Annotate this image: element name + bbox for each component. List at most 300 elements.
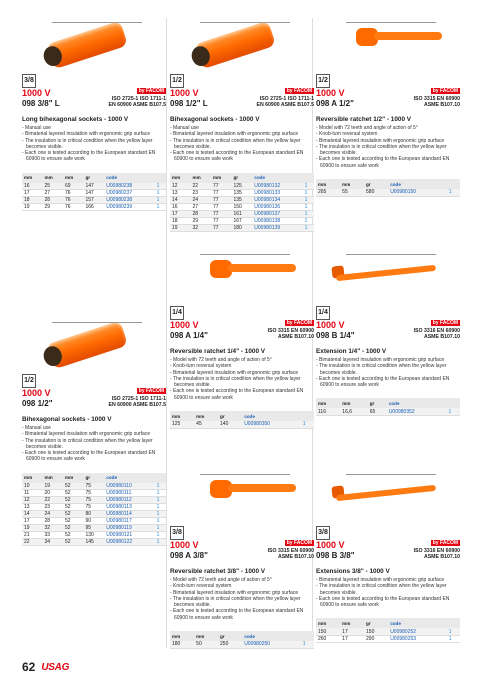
product-title: Reversible ratchet 1/4" - 1000 V bbox=[170, 348, 266, 355]
spec-table bbox=[22, 173, 166, 212]
feature-item: - The insulation is in critical condition when the yellow layer becomes visible. bbox=[170, 595, 301, 609]
product-code: 098 1/2" bbox=[22, 399, 53, 408]
table-row bbox=[170, 218, 314, 225]
iso-standards bbox=[109, 396, 166, 408]
dimension-line bbox=[346, 254, 436, 255]
drive-size-badge: 1/2 bbox=[316, 74, 330, 88]
table-cell: 1 bbox=[447, 628, 460, 635]
table-header-cell: code bbox=[242, 411, 301, 421]
table-cell: U00980117 bbox=[104, 518, 154, 525]
table-header-cell: mm bbox=[63, 473, 84, 483]
table-cell: 147 bbox=[84, 190, 105, 197]
table-cell: 77 bbox=[211, 190, 232, 197]
table-header-cell: mm bbox=[340, 179, 364, 189]
table-cell: 1 bbox=[303, 204, 314, 211]
table-row bbox=[170, 183, 314, 190]
feature-list bbox=[316, 125, 460, 169]
table-header-cell: code bbox=[252, 173, 302, 183]
spec-table bbox=[316, 618, 460, 643]
table-row bbox=[170, 211, 314, 218]
table-header-cell: code bbox=[387, 398, 447, 408]
table-header-cell bbox=[155, 173, 166, 183]
table-cell: 80 bbox=[84, 511, 105, 518]
iso-standards bbox=[414, 96, 460, 108]
iso-line: ISO 2725-1 ISO 1711-1 bbox=[111, 96, 166, 102]
dimension-line bbox=[52, 322, 142, 323]
table-cell: 16 bbox=[170, 204, 191, 211]
table-cell: U00980352 bbox=[387, 408, 447, 415]
table-header-cell: mm bbox=[211, 173, 232, 183]
table-row bbox=[22, 525, 166, 532]
product-code: 098 A 1/2" bbox=[316, 99, 354, 108]
table-cell: 52 bbox=[63, 525, 84, 532]
table-cell: U00980122 bbox=[104, 539, 154, 546]
table-row bbox=[22, 532, 166, 539]
feature-item: - Manual use bbox=[22, 125, 51, 131]
product-code: 098 B 3/8" bbox=[316, 551, 355, 560]
spec-row bbox=[170, 540, 314, 566]
feature-item: - Each one is tested according to the European standard EN 60900 to ensure safe work bbox=[316, 375, 450, 389]
table-cell: 180 bbox=[170, 641, 194, 648]
feature-item: - Bimaterial layered insulation with ergonomic grip surface bbox=[170, 369, 299, 376]
table-cell: 27 bbox=[191, 204, 212, 211]
table-header-cell: code bbox=[388, 618, 447, 628]
table-cell: U00980253 bbox=[388, 635, 447, 642]
facom-brand bbox=[137, 388, 166, 394]
feature-list bbox=[22, 425, 166, 463]
product-image bbox=[22, 18, 166, 88]
table-header-cell: code bbox=[242, 631, 301, 641]
voltage-label: 1000 V bbox=[22, 388, 51, 398]
table-header-cell: gr bbox=[232, 173, 253, 183]
table-row bbox=[22, 504, 166, 511]
ratchet-handle-shape bbox=[228, 484, 296, 492]
table-cell: U00980138 bbox=[252, 218, 302, 225]
table-header-cell: code bbox=[104, 173, 154, 183]
table-cell: U00980139 bbox=[252, 225, 302, 232]
table-cell: 13 bbox=[170, 190, 191, 197]
table-header-cell: mm bbox=[170, 631, 194, 641]
table-cell: 77 bbox=[211, 197, 232, 204]
table-cell: U00980111 bbox=[104, 490, 154, 497]
voltage-label: 1000 V bbox=[316, 320, 345, 330]
iso-line: ISO 2725-1 ISO 1711-1 bbox=[111, 396, 166, 402]
product-title: Bihexagonal sockets - 1000 V bbox=[22, 416, 112, 423]
table-cell: 52 bbox=[63, 490, 84, 497]
facom-brand bbox=[431, 540, 460, 546]
voltage-label: 1000 V bbox=[170, 320, 199, 330]
table-cell: 24 bbox=[191, 197, 212, 204]
table-cell: U00980112 bbox=[104, 497, 154, 504]
table-cell: 90 bbox=[84, 518, 105, 525]
feature-item: - The insulation is in critical condition when the yellow layer becomes visible. bbox=[170, 375, 301, 389]
table-cell: 135 bbox=[232, 197, 253, 204]
brand-text: by FACOM bbox=[432, 320, 458, 326]
table-header-row bbox=[316, 398, 460, 408]
product-image bbox=[22, 318, 166, 388]
table-cell: 1 bbox=[155, 539, 166, 546]
table-cell: 77 bbox=[211, 225, 232, 232]
table-header-cell bbox=[447, 618, 460, 628]
drive-size-badge: 3/8 bbox=[170, 526, 184, 540]
table-header-cell: mm bbox=[43, 473, 64, 483]
iso-line: ASME B107.10 bbox=[423, 102, 460, 108]
table-cell: 580 bbox=[364, 189, 388, 196]
table-cell: U00980114 bbox=[104, 511, 154, 518]
table-cell: 22 bbox=[22, 539, 43, 546]
table-cell: 21 bbox=[22, 532, 43, 539]
dimension-line bbox=[200, 474, 290, 475]
table-cell: 52 bbox=[63, 497, 84, 504]
table-cell: 52 bbox=[63, 518, 84, 525]
table-cell: U00980350 bbox=[242, 421, 301, 428]
table-cell: U00980238 bbox=[104, 183, 154, 190]
table-header-cell: mm bbox=[191, 173, 212, 183]
table-cell: 10 bbox=[22, 483, 43, 490]
product-p2 bbox=[170, 18, 314, 232]
table-cell: 52 bbox=[63, 539, 84, 546]
product-title: Extensions 3/8" - 1000 V bbox=[316, 568, 390, 575]
table-row bbox=[170, 190, 314, 197]
iso-line: ISO 3315 EN 60900 bbox=[413, 96, 460, 102]
iso-standards bbox=[414, 328, 460, 340]
socket-shape bbox=[194, 21, 276, 70]
table-cell: U00980110 bbox=[104, 483, 154, 490]
table-cell: 22 bbox=[191, 183, 212, 190]
table-header-row bbox=[316, 179, 460, 189]
table-cell: 17 bbox=[170, 211, 191, 218]
spec-table bbox=[170, 411, 314, 429]
table-row bbox=[22, 497, 166, 504]
table-cell: 135 bbox=[232, 190, 253, 197]
table-cell: 22 bbox=[43, 497, 64, 504]
spec-row bbox=[316, 540, 460, 566]
brand-logo: USAG bbox=[41, 661, 70, 673]
table-cell: 1 bbox=[155, 483, 166, 490]
socket-face bbox=[189, 44, 212, 69]
table-row bbox=[22, 190, 166, 197]
page-number: 62 bbox=[22, 660, 36, 674]
feature-item: - Knob-turn reversal system bbox=[170, 363, 232, 370]
extension-bar-shape bbox=[336, 485, 436, 501]
iso-line: ASME B107.10 bbox=[277, 334, 314, 340]
table-cell: U00980136 bbox=[252, 204, 302, 211]
table-cell: 130 bbox=[84, 532, 105, 539]
table-cell: 28 bbox=[43, 518, 64, 525]
table-cell: 25 bbox=[43, 183, 64, 190]
socket-face bbox=[41, 344, 64, 369]
table-cell: 52 bbox=[63, 511, 84, 518]
spec-table bbox=[170, 631, 314, 649]
table-cell: 1 bbox=[155, 190, 166, 197]
table-row bbox=[170, 421, 314, 428]
table-header-cell: mm bbox=[316, 398, 340, 408]
feature-item: - The insulation is in critical condition when the yellow layer becomes visible. bbox=[316, 583, 447, 596]
table-header-row bbox=[170, 631, 314, 641]
iso-line: ISO 3316 EN 60900 bbox=[413, 548, 460, 554]
extension-bar-shape bbox=[336, 265, 436, 281]
table-cell: 150 bbox=[364, 628, 388, 635]
facom-brand bbox=[285, 88, 314, 94]
spec-row bbox=[170, 320, 314, 346]
table-header-cell: gr bbox=[218, 631, 242, 641]
table-cell: 13 bbox=[22, 504, 43, 511]
drive-size-badge: 1/4 bbox=[316, 306, 330, 320]
iso-line: ISO 2725-1 ISO 1711-1 bbox=[259, 96, 314, 102]
table-cell: 14 bbox=[22, 511, 43, 518]
facom-brand bbox=[431, 88, 460, 94]
table-cell: 147 bbox=[84, 183, 105, 190]
table-cell: 1 bbox=[155, 525, 166, 532]
feature-list bbox=[170, 357, 314, 401]
table-cell: 95 bbox=[84, 525, 105, 532]
table-cell: 24 bbox=[43, 511, 64, 518]
product-p7 bbox=[170, 470, 314, 649]
feature-item: - Model with 72 teeth and angle of action of 5° bbox=[316, 125, 418, 131]
product-title: Long bihexagonal sockets - 1000 V bbox=[22, 116, 129, 123]
table-cell: 1 bbox=[303, 197, 314, 204]
feature-list bbox=[22, 125, 166, 163]
iso-standards bbox=[268, 328, 314, 340]
table-cell: 12 bbox=[170, 183, 191, 190]
table-cell: 32 bbox=[191, 225, 212, 232]
table-cell: 161 bbox=[232, 211, 253, 218]
iso-line: EN 60900 ASME B107.5 bbox=[256, 102, 314, 108]
table-cell: 77 bbox=[211, 211, 232, 218]
table-cell: 1 bbox=[155, 497, 166, 504]
feature-item: - Each one is tested according to the European standard EN 60900 to ensure safe work bbox=[170, 388, 304, 401]
feature-list bbox=[316, 577, 460, 608]
dimension-line bbox=[200, 22, 290, 23]
iso-standards bbox=[257, 96, 314, 108]
table-cell: 77 bbox=[211, 183, 232, 190]
table-cell: 1 bbox=[447, 189, 460, 196]
table-cell: 18 bbox=[22, 197, 43, 204]
iso-line: ASME B107.10 bbox=[423, 334, 460, 340]
facom-brand bbox=[431, 320, 460, 326]
table-cell: 33 bbox=[43, 532, 64, 539]
product-image bbox=[170, 250, 314, 320]
table-cell: U00980137 bbox=[252, 211, 302, 218]
spec-row bbox=[22, 88, 166, 114]
table-cell: 1 bbox=[303, 225, 314, 232]
table-header-cell bbox=[155, 473, 166, 483]
table-row bbox=[22, 511, 166, 518]
feature-item: - Each one is tested according to the European standard EN 60900 to ensure safe work bbox=[170, 150, 304, 163]
table-cell: 75 bbox=[84, 490, 105, 497]
feature-item: - Bimaterial layered insulation with ergonomic grip surface bbox=[22, 431, 151, 438]
table-header-cell: mm bbox=[194, 631, 218, 641]
table-header-cell: mm bbox=[340, 398, 367, 408]
table-cell: 145 bbox=[84, 539, 105, 546]
product-p6 bbox=[316, 250, 460, 416]
table-header-cell: gr bbox=[84, 473, 105, 483]
iso-line: EN 60900 ASME B107.5 bbox=[108, 402, 166, 408]
table-header-cell bbox=[301, 411, 314, 421]
table-cell: 52 bbox=[63, 483, 84, 490]
table-cell: 20 bbox=[43, 490, 64, 497]
table-row bbox=[316, 408, 460, 415]
page-footer bbox=[22, 660, 69, 674]
table-cell: 1 bbox=[155, 532, 166, 539]
drive-size-badge: 1/4 bbox=[170, 306, 184, 320]
table-cell: 157 bbox=[84, 197, 105, 204]
table-row bbox=[22, 483, 166, 490]
iso-standards bbox=[109, 96, 166, 108]
table-cell: 19 bbox=[22, 204, 43, 211]
feature-item: - Manual use bbox=[170, 125, 199, 131]
table-cell: 76 bbox=[63, 197, 84, 204]
table-cell: 125 bbox=[170, 421, 194, 428]
table-header-row bbox=[170, 411, 314, 421]
table-cell: U00980252 bbox=[388, 628, 447, 635]
table-cell: 140 bbox=[218, 421, 242, 428]
table-cell: 1 bbox=[301, 421, 314, 428]
dimension-line bbox=[346, 22, 436, 23]
spec-table bbox=[22, 473, 166, 547]
feature-item: - Manual use bbox=[22, 425, 51, 431]
dimension-line bbox=[200, 254, 290, 255]
table-cell: 76 bbox=[63, 190, 84, 197]
table-cell: 250 bbox=[218, 641, 242, 648]
table-header-cell: mm bbox=[170, 411, 194, 421]
table-cell: 14 bbox=[170, 197, 191, 204]
dimension-line bbox=[346, 474, 436, 475]
table-cell: 16 bbox=[22, 183, 43, 190]
drive-size-badge: 1/2 bbox=[170, 74, 184, 88]
table-cell: 166 bbox=[84, 204, 105, 211]
table-cell: 1 bbox=[155, 204, 166, 211]
table-header-cell: mm bbox=[170, 173, 191, 183]
brand-text: by FACOM bbox=[432, 540, 458, 546]
socket-face bbox=[41, 44, 64, 69]
feature-item: - Bimaterial layered insulation with ergonomic grip surface bbox=[316, 577, 445, 583]
brand-text: by FACOM bbox=[432, 88, 458, 94]
product-p8 bbox=[316, 470, 460, 643]
table-row bbox=[22, 197, 166, 204]
feature-item: - Each one is tested according to the European standard EN 60900 to ensure safe work bbox=[316, 595, 450, 609]
table-row bbox=[22, 490, 166, 497]
iso-line: ASME B107.10 bbox=[277, 554, 314, 560]
table-header-cell bbox=[303, 173, 314, 183]
table-cell: 23 bbox=[191, 190, 212, 197]
table-cell: 23 bbox=[43, 504, 64, 511]
product-image bbox=[316, 18, 460, 88]
spec-table bbox=[170, 173, 314, 233]
table-cell: U00980250 bbox=[242, 641, 301, 648]
table-cell: 1 bbox=[303, 218, 314, 225]
table-header-cell: mm bbox=[316, 179, 340, 189]
table-cell: 17 bbox=[22, 190, 43, 197]
table-cell: U00980150 bbox=[388, 189, 447, 196]
table-cell: 75 bbox=[84, 483, 105, 490]
table-header-cell: mm bbox=[22, 473, 43, 483]
drive-size-badge: 3/8 bbox=[22, 74, 36, 88]
table-cell: 125 bbox=[232, 183, 253, 190]
iso-line: EN 60900 ASME B107.5 bbox=[108, 102, 166, 108]
brand-text: by FACOM bbox=[138, 388, 164, 394]
table-header-cell: code bbox=[104, 473, 154, 483]
feature-item: - Each one is tested according to the European standard EN 60900 to ensure safe work bbox=[316, 156, 450, 169]
table-header-cell: mm bbox=[316, 618, 340, 628]
iso-line: ASME B107.10 bbox=[423, 554, 460, 560]
iso-standards bbox=[414, 548, 460, 560]
table-cell: 11 bbox=[22, 490, 43, 497]
feature-item: - Bimaterial layered insulation with ergonomic grip surface bbox=[170, 131, 299, 138]
table-row bbox=[22, 183, 166, 190]
table-cell: 150 bbox=[316, 628, 340, 635]
table-cell: 116 bbox=[316, 408, 340, 415]
feature-item: - Bimaterial layered insulation with ergonomic grip surface bbox=[170, 589, 299, 596]
product-image bbox=[316, 250, 460, 320]
table-cell: 1 bbox=[155, 183, 166, 190]
table-cell: 34 bbox=[43, 539, 64, 546]
iso-line: ISO 3316 EN 60900 bbox=[413, 328, 460, 334]
table-cell: 77 bbox=[211, 204, 232, 211]
table-header-cell: gr bbox=[368, 398, 387, 408]
table-cell: 1 bbox=[301, 641, 314, 648]
table-cell: 17 bbox=[340, 628, 364, 635]
column-divider bbox=[166, 18, 167, 648]
product-title: Extension 1/4" - 1000 V bbox=[316, 348, 387, 355]
table-cell: U00980113 bbox=[104, 504, 154, 511]
table-cell: 12 bbox=[22, 497, 43, 504]
table-header-cell: gr bbox=[84, 173, 105, 183]
ratchet-handle-shape bbox=[374, 32, 442, 40]
feature-item: - Each one is tested according to the European standard EN 60900 to ensure safe work bbox=[170, 608, 304, 621]
product-p3 bbox=[316, 18, 460, 197]
table-cell: 17 bbox=[22, 518, 43, 525]
brand-text: by FACOM bbox=[286, 88, 312, 94]
feature-item: - Knob-turn reversal system bbox=[316, 131, 378, 138]
drive-size-badge: 3/8 bbox=[316, 526, 330, 540]
table-row bbox=[170, 641, 314, 648]
table-cell: 50 bbox=[194, 641, 218, 648]
table-cell: 32 bbox=[43, 525, 64, 532]
product-title: Reversible ratchet 1/2" - 1000 V bbox=[316, 116, 412, 123]
table-cell: U00980132 bbox=[252, 183, 302, 190]
ratchet-handle-shape bbox=[228, 264, 296, 272]
spec-table bbox=[316, 179, 460, 197]
table-header-cell: mm bbox=[340, 618, 364, 628]
table-cell: 1 bbox=[303, 183, 314, 190]
table-row bbox=[316, 189, 460, 196]
table-header-row bbox=[22, 173, 166, 183]
voltage-label: 1000 V bbox=[316, 88, 345, 98]
voltage-label: 1000 V bbox=[170, 540, 199, 550]
table-cell: 75 bbox=[84, 497, 105, 504]
table-header-cell: gr bbox=[218, 411, 242, 421]
iso-line: ISO 3315 EN 60900 bbox=[267, 328, 314, 334]
table-header-cell: code bbox=[388, 179, 447, 189]
product-title: Bihexagonal sockets - 1000 V bbox=[170, 116, 260, 123]
table-cell: U00980239 bbox=[104, 204, 154, 211]
table-cell: 19 bbox=[22, 525, 43, 532]
table-row bbox=[316, 635, 460, 642]
table-cell: 1 bbox=[155, 197, 166, 204]
table-cell: 150 bbox=[232, 204, 253, 211]
product-title: Reversible ratchet 3/8" - 1000 V bbox=[170, 568, 266, 575]
table-cell: 1 bbox=[155, 504, 166, 511]
table-cell: 28 bbox=[43, 197, 64, 204]
product-code: 098 A 1/4" bbox=[170, 331, 208, 340]
table-cell: 1 bbox=[446, 408, 460, 415]
feature-item: - Model with 72 teeth and angle of action of 5° bbox=[170, 357, 272, 363]
drive-size-badge: 1/2 bbox=[22, 374, 36, 388]
brand-text: by FACOM bbox=[138, 88, 164, 94]
product-image bbox=[170, 470, 314, 540]
table-header-cell: mm bbox=[22, 173, 43, 183]
